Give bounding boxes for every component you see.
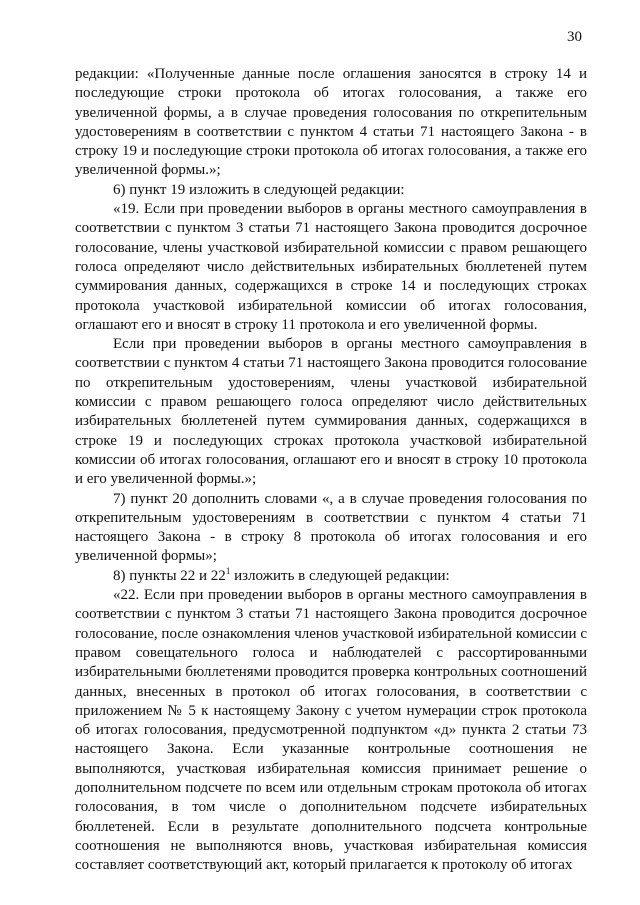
item-8-superscript: 1 [225, 565, 231, 576]
item-8-text-before: 8) пункты 22 и 22 [113, 567, 226, 584]
page-number: 30 [567, 29, 582, 45]
paragraph-item-8 [75, 567, 587, 586]
paragraph-item-7: 7) пункт 20 дополнить словами «, а в случае проведения голосования по открепительным удостоверениям в соответствии с пунктом 4 статьи 71 настоящего Закона - в строку 8 протокола об итогах голосования и его увеличенной формы»; [75, 490, 587, 565]
paragraph-clause-19-part-2: Если при проведении выборов в органы местного самоуправления в соответствии с пунктом 4 статьи 71 настоящего Закона проводится голосование по открепительным удостоверениям, члены участковой избирательной комиссии с правом решающего голоса определяют число действительных избирательных бюллетеней путем суммирования данных, содержащихся в строке 19 и последующих строках протокола участковой избирательной комиссии об итогах голосования, оглашают его и вносят в строку 10 протокола и его увеличенной формы.»; [75, 336, 587, 488]
document-body [75, 65, 587, 875]
paragraph-clause-19: «19. Если при проведении выборов в органы местного самоуправления в соответствии с пунктом 3 статьи 71 настоящего Закона проводится досрочное голосование, члены участковой избирательной комиссии с правом решающего голоса определяют число действительных избирательных бюллетеней путем суммирования данных, содержащихся в строке 14 и последующих строках протокола участковой избирательной комиссии об итогах голосования, оглашают его и вносят в строку 11 протокола и его увеличенной формы. [75, 201, 587, 333]
paragraph-item-6: 6) пункт 19 изложить в следующей редакции: [113, 181, 405, 198]
paragraph-clause-22: «22. Если при проведении выборов в органы местного самоуправления в соответствии с пунктом 3 статьи 71 настоящего Закона проводится досрочное голосование, после ознакомления членов участковой избирательной комиссии с правом совещательного голоса и наблюдателей с рассортированными избирательными бюллетенями проводится проверка контрольных соотношений данных, внесенных в протокол об итогах голосования, в соответствии с приложением № 5 к настоящему Закону с учетом нумерации строк протокола об итогах голосования, предусмотренной подпунктом «д» пункта 2 статьи 73 настоящего Закона. Если указанные контрольные соотношения не выполняются, участковая избирательная комиссия принимает решение о дополнительном подсчете по всем или отдельным строкам протокола об итогах голосования, в том числе о дополнительном подсчете избирательных бюллетеней. Если в результате дополнительного подсчета контрольные соотношения не выполняются вновь, участковая избирательная комиссия составляет соответствующий акт, который прилагается к протоколу об итогах [75, 587, 587, 874]
paragraph-continuation: редакции: «Полученные данные после оглашения заносятся в строку 14 и последующие строки протокола об итогах голосования, а также его увеличенной формы, а в случае проведения голосования по открепительным удостоверениям в соответствии с пунктом 4 статьи 71 настоящего Закона - в строку 19 и последующие строки протокола об итогах голосования, а также его увеличенной формы.»; [75, 66, 587, 179]
item-8-text-after: изложить в следующей редакции: [230, 567, 450, 584]
